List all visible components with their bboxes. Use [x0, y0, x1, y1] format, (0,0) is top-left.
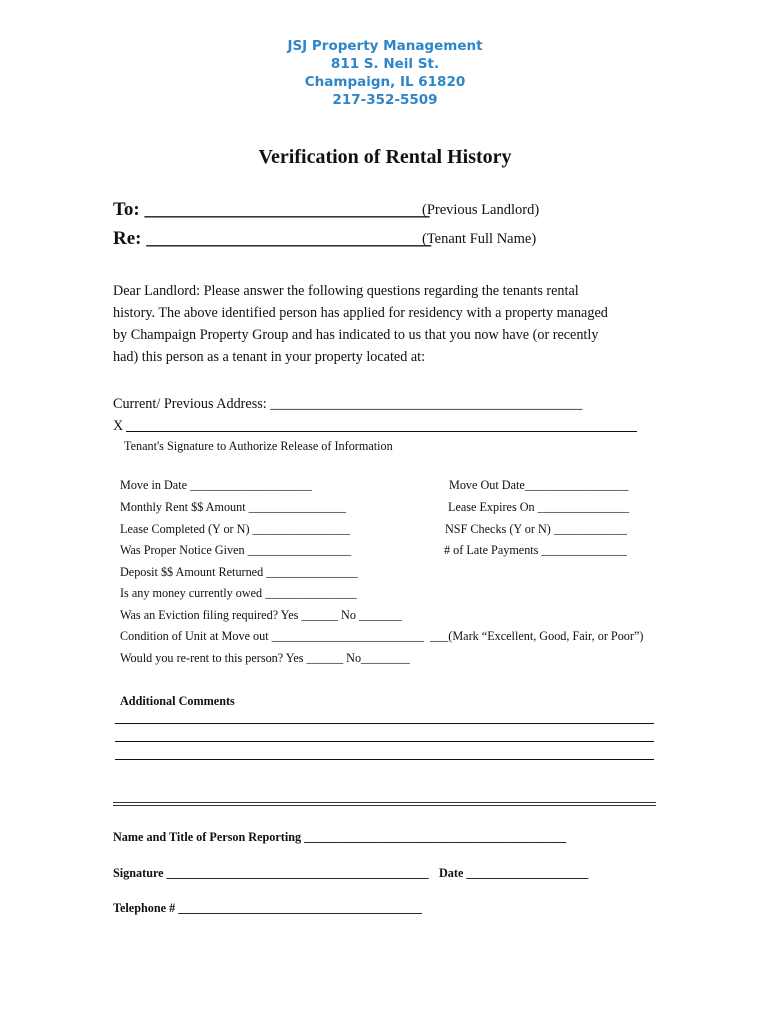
condition-field[interactable]: Condition of Unit at Move out _________________________	[120, 629, 425, 643]
company-phone: 217-352-5509	[332, 92, 438, 108]
intro-line: had) this person as a tenant in your property located at:	[113, 349, 426, 365]
company-street: 811 S. Neil St.	[330, 56, 440, 72]
monthly-rent-field[interactable]: Monthly Rent $$ Amount ________________	[120, 500, 347, 514]
comment-line[interactable]	[115, 741, 654, 742]
telephone-field[interactable]: Telephone # ________________________________________	[113, 901, 422, 915]
move-out-date-field[interactable]: Move Out Date_________________	[449, 478, 629, 492]
company-city: Champaign, IL 61820	[304, 74, 466, 90]
move-in-date-field[interactable]: Move in Date ____________________	[120, 478, 312, 492]
signature-line[interactable]	[126, 431, 637, 432]
late-payments-field[interactable]: # of Late Payments ______________	[444, 543, 627, 557]
page-title: Verification of Rental History	[258, 146, 512, 168]
intro-line: history. The above identified person has applied for residency with a property managed	[113, 305, 608, 321]
money-owed-field[interactable]: Is any money currently owed _______________	[120, 586, 357, 600]
re-hint: (Tenant Full Name)	[422, 231, 537, 247]
signature-caption: Tenant's Signature to Authorize Release of Information	[124, 439, 393, 453]
comment-line[interactable]	[115, 759, 654, 760]
re-rent-field[interactable]: Would you re-rent to this person? Yes ______ No________	[120, 651, 410, 665]
lease-completed-field[interactable]: Lease Completed (Y or N) ________________	[120, 522, 351, 536]
nsf-checks-field[interactable]: NSF Checks (Y or N) ____________	[445, 522, 628, 536]
reporter-signature-field[interactable]: Signature ___________________________________________	[113, 866, 429, 880]
address-field[interactable]: Current/ Previous Address: ____________________________________________	[113, 396, 583, 412]
intro-line: by Champaign Property Group and has indicated to us that you now have (or recently	[113, 327, 599, 343]
signature-x: X	[113, 418, 124, 434]
comment-line[interactable]	[115, 723, 654, 724]
intro-paragraph	[113, 280, 673, 368]
to-hint: (Previous Landlord)	[422, 202, 540, 218]
condition-hint: ___(Mark “Excellent, Good, Fair, or Poor”)	[430, 629, 644, 643]
to-field[interactable]: To: ______________________________	[113, 199, 430, 220]
letterhead	[0, 37, 770, 109]
proper-notice-field[interactable]: Was Proper Notice Given _________________	[120, 543, 352, 557]
lease-expires-field[interactable]: Lease Expires On _______________	[448, 500, 630, 514]
section-divider	[113, 802, 656, 806]
company-name: JSJ Property Management	[287, 38, 483, 54]
reporter-date-field[interactable]: Date ____________________	[439, 866, 589, 880]
name-title-field[interactable]: Name and Title of Person Reporting ___________________________________________	[113, 830, 567, 844]
eviction-field[interactable]: Was an Eviction filing required? Yes ______ No _______	[120, 608, 402, 622]
additional-comments-label: Additional Comments	[120, 694, 235, 708]
deposit-returned-field[interactable]: Deposit $$ Amount Returned _______________	[120, 565, 358, 579]
intro-line: Dear Landlord: Please answer the following questions regarding the tenants rental	[113, 283, 579, 299]
re-field[interactable]: Re: ______________________________	[113, 228, 432, 249]
